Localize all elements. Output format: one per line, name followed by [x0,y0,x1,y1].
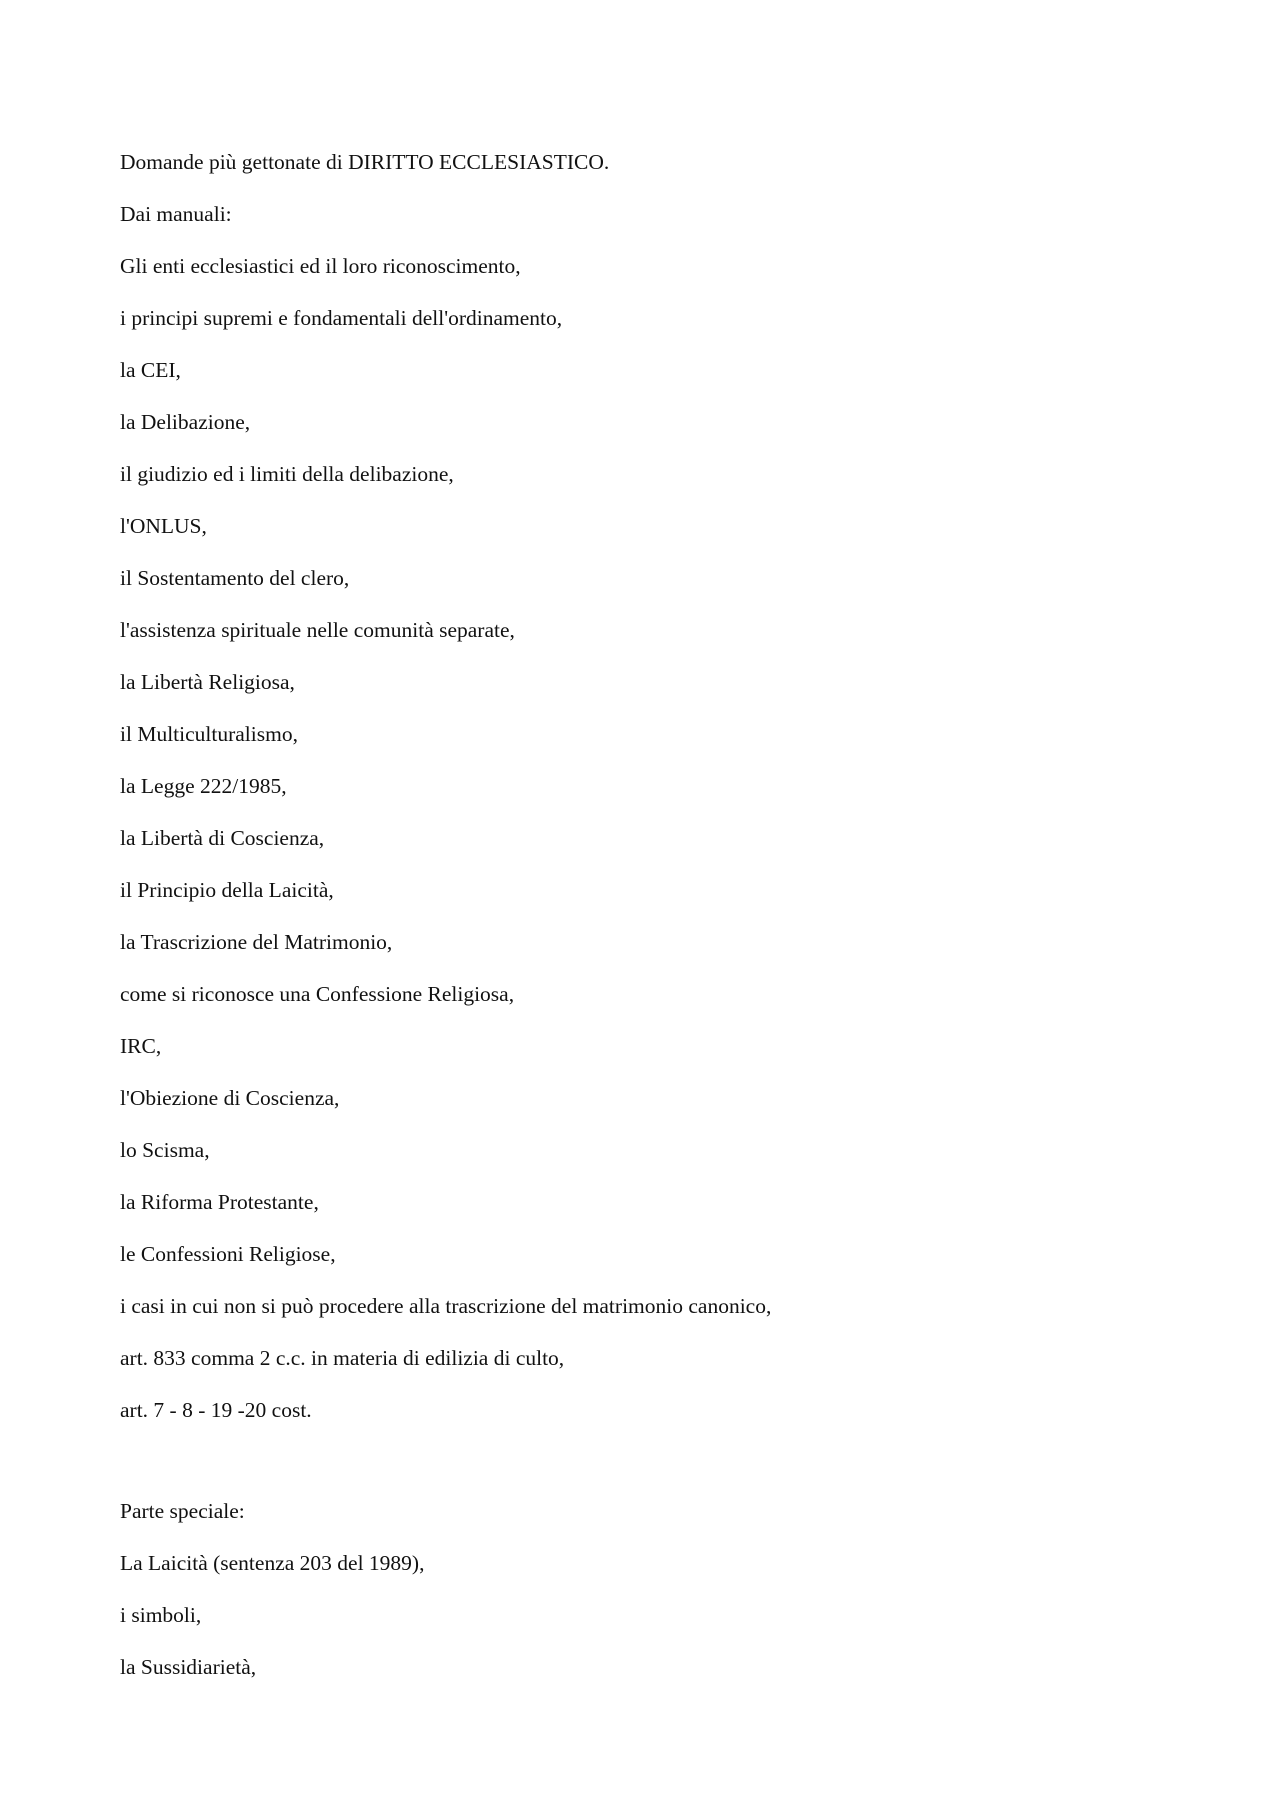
list-item: la Sussidiarietà, [120,1655,257,1679]
list-item: i casi in cui non si può procedere alla trascrizione del matrimonio canonico, [120,1294,772,1318]
list-item: la Riforma Protestante, [120,1190,319,1214]
list-item: art. 7 - 8 - 19 -20 cost. [120,1398,312,1422]
list-item: lo Scisma, [120,1138,210,1162]
list-item: art. 833 comma 2 c.c. in materia di edilizia di culto, [120,1346,565,1370]
list-item: l'Obiezione di Coscienza, [120,1086,340,1110]
list-item: La Laicità (sentenza 203 del 1989), [120,1551,425,1575]
list-item: il giudizio ed i limiti della delibazione, [120,462,454,486]
list-item: la CEI, [120,358,181,382]
list-item: la Delibazione, [120,410,251,434]
section-heading-speciale: Parte speciale: [120,1499,245,1523]
list-item: la Libertà di Coscienza, [120,826,325,850]
list-item: le Confessioni Religiose, [120,1242,336,1266]
manuali-block [120,150,1160,1450]
list-item: l'assistenza spirituale nelle comunità separate, [120,618,515,642]
list-item: il Principio della Laicità, [120,878,334,902]
list-item: la Trascrizione del Matrimonio, [120,930,393,954]
list-item: i principi supremi e fondamentali dell'ordinamento, [120,306,563,330]
list-item: la Libertà Religiosa, [120,670,295,694]
list-item: Gli enti ecclesiastici ed il loro riconoscimento, [120,254,521,278]
section-heading-manuali: Dai manuali: [120,202,232,226]
list-item: i simboli, [120,1603,202,1627]
list-item: l'ONLUS, [120,514,207,538]
parte-speciale-block [120,1499,1160,1707]
list-item: come si riconosce una Confessione Religiosa, [120,982,515,1006]
list-item: il Sostentamento del clero, [120,566,350,590]
list-item: la Legge 222/1985, [120,774,287,798]
list-item: IRC, [120,1034,162,1058]
document-title: Domande più gettonate di DIRITTO ECCLESIASTICO. [120,150,610,174]
list-item: il Multiculturalismo, [120,722,298,746]
